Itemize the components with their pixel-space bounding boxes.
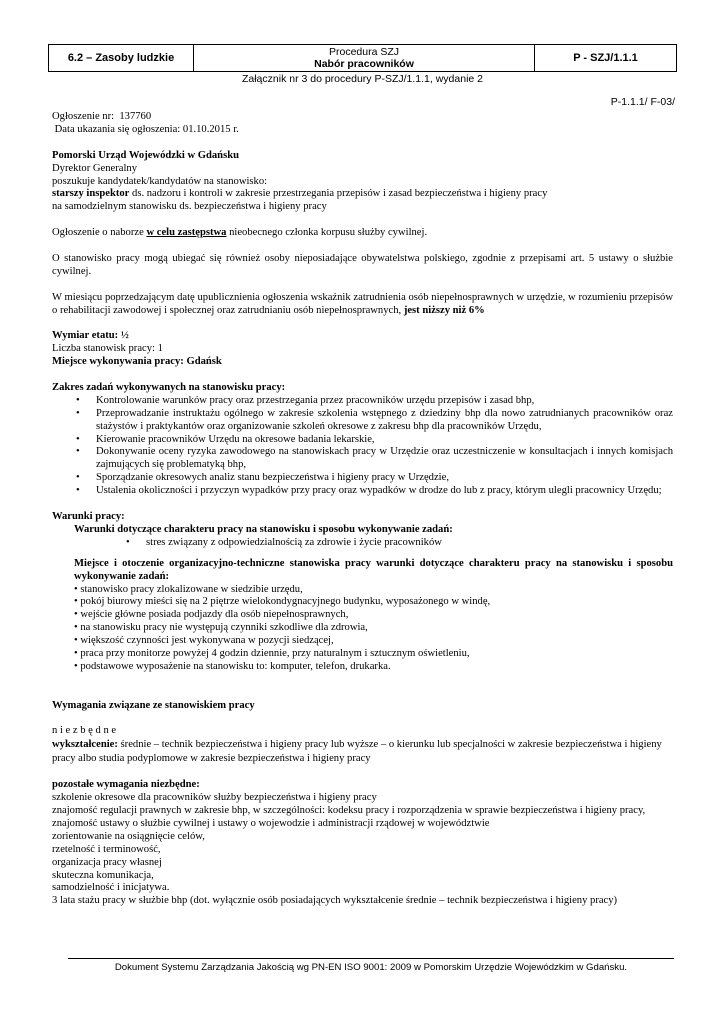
list-item: znajomość ustawy o służbie cywilnej i ustawy o wojewodzie i administracji rządowej w województwie [52,817,490,829]
recruitment-pre: Ogłoszenie o naborze [52,227,147,239]
attachment-line: Załącznik nr 3 do procedury P-SZJ/1.1.1, wydanie 2 [241,73,484,85]
education-label: wykształcenie: [52,739,118,751]
environment-heading: Miejsce i otoczenie organizacyjno-techniczne stanowiska pracy warunki dotyczące charakteru pracy na stanowisku i sposobu wykonywanie zadań: [74,557,673,582]
conditions-subheading: Warunki dotyczące charakteru pracy na stanowisku i sposobu wykonywanie zadań: [74,523,453,535]
list-item: • podstawowe wyposażenie na stanowisku to: komputer, telefon, drukarka. [74,660,391,672]
header-procedure [194,45,535,71]
job-etat: Wymiar etatu: ½ [52,330,129,342]
employer-name: Pomorski Urząd Wojewódzki w Gdańsku [52,149,239,161]
job-place: Miejsce wykonywania pracy: Gdańsk [52,356,222,368]
disability-paragraph [52,292,673,318]
list-item: znajomość regulacji prawnych w zakresie bhp, w szczególności: kodeksu pracy i rozporządzenia w sprawie bezpieczeństwa i higieny pracy, [52,805,646,817]
list-item: organizacja pracy własnej [52,856,162,868]
conditions-list [52,537,673,550]
tasks-heading: Zakres zadań wykonywanych na stanowisku pracy: [52,381,286,393]
list-item: • stres związany z odpowiedzialnością za zdrowie i życie pracowników [146,537,673,550]
notice-date: Data ukazania się ogłoszenia: 01.10.2015 r. [52,123,239,135]
disability-bold: jest niższy niż 6% [403,304,485,316]
list-item: rzetelność i terminowość, [52,843,161,855]
list-item: samodzielność i inicjatywa. [52,882,170,894]
position-title: starszy inspektor [52,188,130,200]
foreigners-paragraph: O stanowisko pracy mogą ubiegać się również osoby nieposiadające obywatelstwa polskiego, zgodnie z przepisami art. 5 ustawy o służbie cywilnej. [52,252,673,277]
form-reference: P-1.1.1/ F-03/ [610,96,675,108]
list-item: • Kontrolowanie warunków pracy oraz przestrzegania przez pracowników urzędu przepisów i zasad bhp, [96,395,673,408]
list-item: skuteczna komunikacja, [52,869,154,881]
list-item: • stanowisko pracy zlokalizowane w siedzibie urzędu, [74,583,303,595]
footer-divider [68,958,674,959]
list-item: • na stanowisku pracy nie występują czynniki szkodliwe dla zdrowia, [74,622,368,634]
education-text: średnie – technik bezpieczeństwa i higieny pracy lub wyższe – o kierunku lub specjalności w zakresie bezpieczeństwa i higieny pracy albo studia podyplomowe w zakresie bezpieczeństwa i higieny pracy [52,739,662,765]
notice-number: Ogłoszenie nr: 137760 [52,111,152,122]
disability-text: W miesiącu poprzedzającym datę upublicznienia ogłoszenia wskaźnik zatrudnienia osób niepełnosprawnych w urzędzie, w rozumieniu przepisów o rehabilitacji zawodowej i społecznej oraz zatrudnianiu osób niepełnosprawnych, [52,291,673,316]
employer-seeking: poszukuje kandydatek/kandydatów na stanowisko: [52,175,268,187]
tasks-list [52,395,673,498]
header-code: P - SZJ/1.1.1 [573,51,638,64]
position-description: ds. nadzoru i kontroli w zakresie przestrzegania przepisów i zasad bezpieczeństwa i higieny pracy [129,188,548,200]
required-label: n i e z b ę d n e [52,725,117,737]
list-item: zorientowanie na osiągnięcie celów, [52,830,205,842]
procedure-name: Nabór pracowników [314,58,414,70]
other-requirements-list [52,792,673,908]
education-paragraph [52,738,673,766]
procedure-label: Procedura SZJ [328,46,400,58]
recruitment-emphasis: w celu zastępstwa [146,227,227,239]
list-item: szkolenie okresowe dla pracowników służby bezpieczeństwa i higieny pracy [52,792,377,804]
requirements-heading: Wymagania związane ze stanowiskiem pracy [52,699,255,711]
other-requirements-heading: pozostałe wymagania niezbędne: [52,779,200,791]
job-count: Liczba stanowisk pracy: 1 [52,343,163,355]
list-item: • Sporządzanie okresowych analiz stanu bezpieczeństwa i higieny pracy w Urzędzie, [96,472,673,485]
list-item: • Przeprowadzanie instruktażu ogólnego w zakresie szkolenia wstępnego z dziedziny bhp dla nowo zatrudnianych pracowników oraz stażystów i praktykantów oraz organizowanie szkoleń okresowe z zakresu bhp dla pracowników Urzędu, [96,408,673,434]
list-item: • większość czynności jest wykonywana w pozycji siedzącej, [74,635,334,647]
list-item: • Ustalenia okoliczności i przyczyn wypadków przy pracy oraz wypadków w drodze do lub z pracy, którym ulegli pracownicy Urzędu; [96,485,673,498]
list-item: • wejście główne posiada podjazdy dla osób niepełnosprawnych, [74,609,349,621]
recruitment-post: nieobecnego członka korpusu służby cywilnej. [226,227,428,239]
document-body [52,111,673,908]
position-line [52,188,673,201]
environment-list [52,584,673,674]
header-section: 6.2 – Zasoby ludzkie [49,45,194,71]
conditions-heading: Warunki pracy: [52,510,125,522]
list-item: • praca przy monitorze powyżej 4 godzin dziennie, przy naturalnym i sztucznym oświetleniu, [74,648,470,660]
post-line: na samodzielnym stanowisku ds. bezpieczeństwa i higieny pracy [52,201,327,213]
list-item: • Dokonywanie oceny ryzyka zawodowego na stanowiskach pracy w Urzędzie oraz uczestniczenie w konsultacjach i innych komisjach zajmujących się problematyką bhp, [96,446,673,472]
list-item: 3 lata stażu pracy w służbie bhp (dot. wyłącznie osób posiadających wykształcenie średnie – technik bezpieczeństwa i higieny pracy) [52,895,618,907]
recruitment-line [52,227,673,240]
employer-head: Dyrektor Generalny [52,162,138,174]
footer-text: Dokument Systemu Zarządzania Jakością wg PN-EN ISO 9001: 2009 w Pomorskim Urzędzie Wojewódzkim w Gdańsku. [114,962,628,973]
list-item: • Kierowanie pracowników Urzędu na okresowe badania lekarskie, [96,434,673,447]
list-item: • pokój biurowy mieści się na 2 piętrze wielokondygnacyjnego budynku, wyposażonego w windę, [74,596,491,608]
document-header-table [48,44,677,72]
